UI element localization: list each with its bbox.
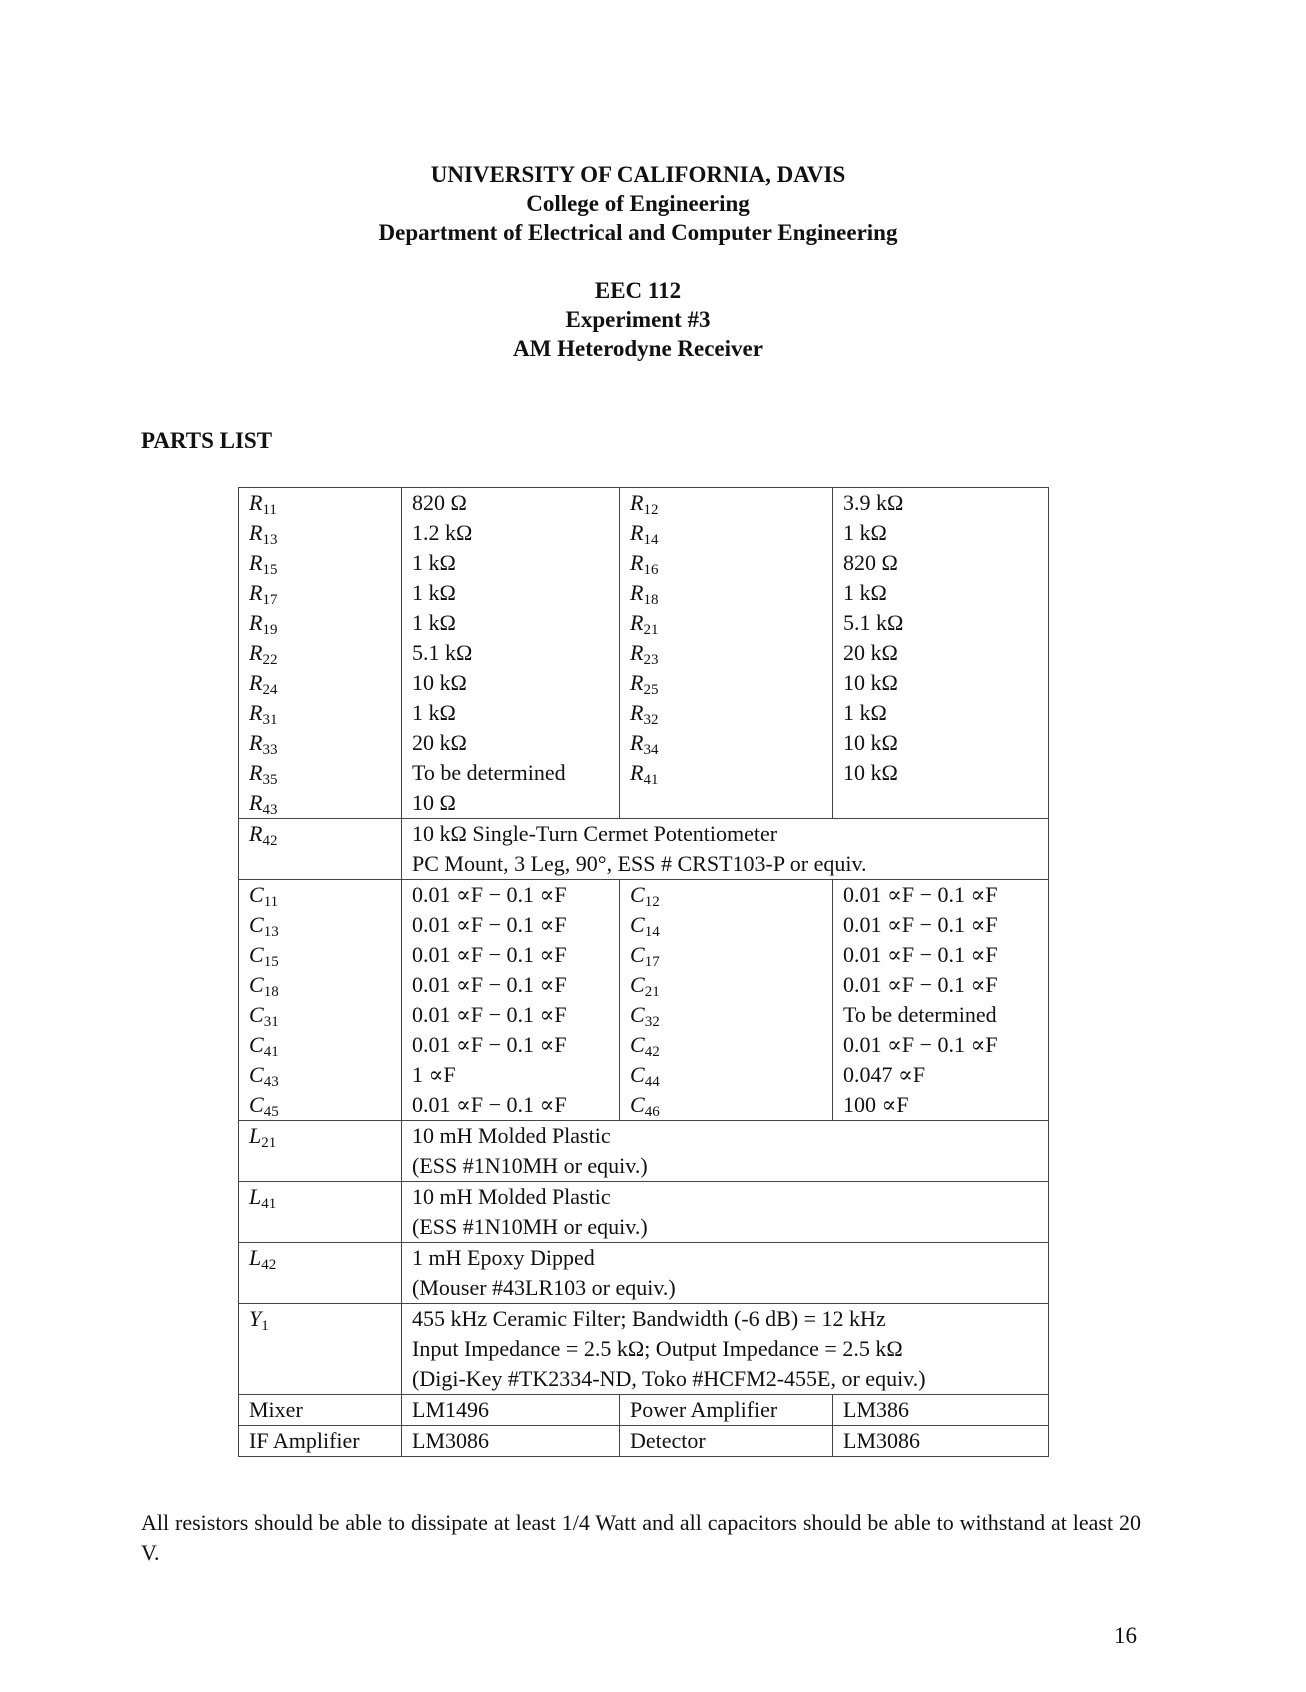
component-value: 0.047 ∝F <box>843 1062 926 1087</box>
component-symbol: $R_{42}$ <box>249 821 278 849</box>
inductor-row <box>239 1121 1049 1182</box>
description-line: 10 mH Molded Plastic <box>412 1123 611 1148</box>
component-value: 5.1 kΩ <box>412 640 473 665</box>
component-symbol: $C_{15}$ <box>249 942 279 970</box>
component-symbol: $R_{19}$ <box>249 610 278 638</box>
description-line: 10 kΩ Single-Turn Cermet Potentiometer <box>412 821 778 846</box>
description-line: 455 kHz Ceramic Filter; Bandwidth (-6 dB) = 12 kHz <box>412 1306 886 1331</box>
inductor-symbol <box>239 1121 402 1182</box>
component-symbol: $R_{17}$ <box>249 580 278 608</box>
ic-label: Mixer <box>239 1395 402 1426</box>
component-value: 0.01 ∝F − 0.1 ∝F <box>412 1032 567 1057</box>
component-symbol: $R_{12}$ <box>630 490 659 518</box>
component-value: 0.01 ∝F − 0.1 ∝F <box>412 1092 567 1117</box>
resistor-symbols-left <box>239 488 402 819</box>
component-symbol: $C_{45}$ <box>249 1092 279 1120</box>
component-symbol: $R_{25}$ <box>630 670 659 698</box>
description-line: 10 mH Molded Plastic <box>412 1184 611 1209</box>
component-value: 1 kΩ <box>412 610 456 635</box>
ic-row <box>239 1426 1049 1457</box>
inductor-symbol <box>239 1243 402 1304</box>
component-symbol: $R_{22}$ <box>249 640 278 668</box>
university-name: UNIVERSITY OF CALIFORNIA, DAVIS <box>430 162 846 187</box>
inductor-description <box>402 1121 1049 1182</box>
description-line: PC Mount, 3 Leg, 90°, ESS # CRST103-P or equiv. <box>412 851 867 876</box>
component-symbol: $R_{21}$ <box>630 610 659 638</box>
component-value: 3.9 kΩ <box>843 490 904 515</box>
component-value: 0.01 ∝F − 0.1 ∝F <box>843 912 998 937</box>
capacitor-symbols-right <box>620 880 833 1121</box>
experiment-number: Experiment #3 <box>565 307 711 332</box>
component-symbol: $R_{35}$ <box>249 760 278 788</box>
ic-label: Power Amplifier <box>620 1395 833 1426</box>
component-symbol: $C_{21}$ <box>630 972 660 1000</box>
inductor-row <box>239 1243 1049 1304</box>
description-line: (ESS #1N10MH or equiv.) <box>412 1214 648 1239</box>
component-symbol: $R_{24}$ <box>249 670 278 698</box>
ic-part: LM1496 <box>402 1395 620 1426</box>
component-value: 1 kΩ <box>412 580 456 605</box>
component-value: 20 kΩ <box>843 640 898 665</box>
experiment-title: AM Heterodyne Receiver <box>513 336 763 361</box>
parts-table <box>238 487 1049 1457</box>
ic-label: Detector <box>620 1426 833 1457</box>
description-line: 1 mH Epoxy Dipped <box>412 1245 595 1270</box>
component-value: 0.01 ∝F − 0.1 ∝F <box>843 882 998 907</box>
ic-label: IF Amplifier <box>239 1426 402 1457</box>
component-symbol: $C_{32}$ <box>630 1002 660 1030</box>
page-number: 16 <box>1114 1623 1137 1648</box>
resistor-symbols-right <box>620 488 833 819</box>
component-symbol: $R_{23}$ <box>630 640 659 668</box>
component-value: 1 ∝F <box>412 1062 456 1087</box>
capacitor-values-right <box>833 880 1049 1121</box>
component-symbol: $L_{21}$ <box>249 1123 277 1151</box>
ic-part: LM3086 <box>402 1426 620 1457</box>
filter-description <box>402 1304 1049 1395</box>
component-symbol: $C_{17}$ <box>630 942 660 970</box>
component-value: 1 kΩ <box>843 580 887 605</box>
component-symbol: $R_{34}$ <box>630 730 659 758</box>
component-symbol: $R_{14}$ <box>630 520 659 548</box>
description-line: (Mouser #43LR103 or equiv.) <box>412 1275 676 1300</box>
component-symbol: $R_{41}$ <box>630 760 659 788</box>
component-symbol: $L_{42}$ <box>249 1245 277 1273</box>
component-value: 1 kΩ <box>843 520 887 545</box>
capacitors-row <box>239 880 1049 1121</box>
department-name: Department of Electrical and Computer Engineering <box>378 220 898 245</box>
inductor-row <box>239 1182 1049 1243</box>
footer-note: All resistors should be able to dissipate at least 1/4 Watt and all capacitors should be able to withstand at least 20 V. <box>141 1510 1141 1565</box>
component-symbol: $R_{16}$ <box>630 550 659 578</box>
ic-row <box>239 1395 1049 1426</box>
component-symbol: $R_{18}$ <box>630 580 659 608</box>
component-value: To be determined <box>843 1002 997 1027</box>
component-symbol: $R_{15}$ <box>249 550 278 578</box>
description-line: Input Impedance = 2.5 kΩ; Output Impedance = 2.5 kΩ <box>412 1336 903 1361</box>
inductor-description <box>402 1182 1049 1243</box>
component-symbol: $C_{13}$ <box>249 912 279 940</box>
component-value: 0.01 ∝F − 0.1 ∝F <box>843 1032 998 1057</box>
course-code: EEC 112 <box>594 278 682 303</box>
component-symbol: $R_{11}$ <box>249 490 277 518</box>
component-value: 100 ∝F <box>843 1092 909 1117</box>
component-symbol: $C_{11}$ <box>249 882 279 910</box>
inductor-symbol <box>239 1182 402 1243</box>
filter-row <box>239 1304 1049 1395</box>
capacitor-symbols-left <box>239 880 402 1121</box>
component-value: 0.01 ∝F − 0.1 ∝F <box>843 942 998 967</box>
component-value: 10 kΩ <box>843 670 898 695</box>
ic-part: LM386 <box>833 1395 1049 1426</box>
component-value: 820 Ω <box>843 550 898 575</box>
component-value: 820 Ω <box>412 490 467 515</box>
component-value: 1 kΩ <box>412 550 456 575</box>
college-name: College of Engineering <box>526 191 750 216</box>
component-symbol: $C_{46}$ <box>630 1092 660 1120</box>
potentiometer-description <box>402 819 1049 880</box>
component-symbol: $R_{33}$ <box>249 730 278 758</box>
description-line: (Digi-Key #TK2334-ND, Toko #HCFM2-455E, or equiv.) <box>412 1366 926 1391</box>
component-symbol: $L_{41}$ <box>249 1184 277 1212</box>
component-value: 0.01 ∝F − 0.1 ∝F <box>412 882 567 907</box>
component-value: 0.01 ∝F − 0.1 ∝F <box>412 942 567 967</box>
component-symbol: $C_{42}$ <box>630 1032 660 1060</box>
component-symbol: $Y_1$ <box>249 1306 269 1334</box>
component-symbol: $R_{13}$ <box>249 520 278 548</box>
component-symbol: $C_{44}$ <box>630 1062 660 1090</box>
potentiometer-symbol <box>239 819 402 880</box>
resistor-values-right <box>833 488 1049 819</box>
component-value: 1 kΩ <box>843 700 887 725</box>
component-value: 10 Ω <box>412 790 456 815</box>
component-symbol: $C_{43}$ <box>249 1062 279 1090</box>
component-value: 0.01 ∝F − 0.1 ∝F <box>843 972 998 997</box>
inductor-description <box>402 1243 1049 1304</box>
component-symbol: $R_{43}$ <box>249 790 278 818</box>
capacitor-values-left <box>402 880 620 1121</box>
component-value: 10 kΩ <box>412 670 467 695</box>
potentiometer-row <box>239 819 1049 880</box>
component-value: 0.01 ∝F − 0.1 ∝F <box>412 912 567 937</box>
resistor-values-left <box>402 488 620 819</box>
component-value: 5.1 kΩ <box>843 610 904 635</box>
component-value: 1 kΩ <box>412 700 456 725</box>
component-symbol: $R_{32}$ <box>630 700 659 728</box>
component-value: 10 kΩ <box>843 760 898 785</box>
component-symbol: $C_{12}$ <box>630 882 660 910</box>
component-symbol: $C_{14}$ <box>630 912 660 940</box>
ic-part: LM3086 <box>833 1426 1049 1457</box>
component-value: 10 kΩ <box>843 730 898 755</box>
description-line: (ESS #1N10MH or equiv.) <box>412 1153 648 1178</box>
component-symbol: $C_{31}$ <box>249 1002 279 1030</box>
component-symbol: $R_{31}$ <box>249 700 278 728</box>
section-title: PARTS LIST <box>141 428 273 453</box>
component-value: 1.2 kΩ <box>412 520 473 545</box>
document-header <box>0 160 1276 363</box>
component-symbol: $C_{18}$ <box>249 972 279 1000</box>
component-value: 0.01 ∝F − 0.1 ∝F <box>412 972 567 997</box>
component-value: To be determined <box>412 760 566 785</box>
filter-symbol <box>239 1304 402 1395</box>
component-symbol: $C_{41}$ <box>249 1032 279 1060</box>
resistors-row <box>239 488 1049 819</box>
component-value: 20 kΩ <box>412 730 467 755</box>
component-value: 0.01 ∝F − 0.1 ∝F <box>412 1002 567 1027</box>
